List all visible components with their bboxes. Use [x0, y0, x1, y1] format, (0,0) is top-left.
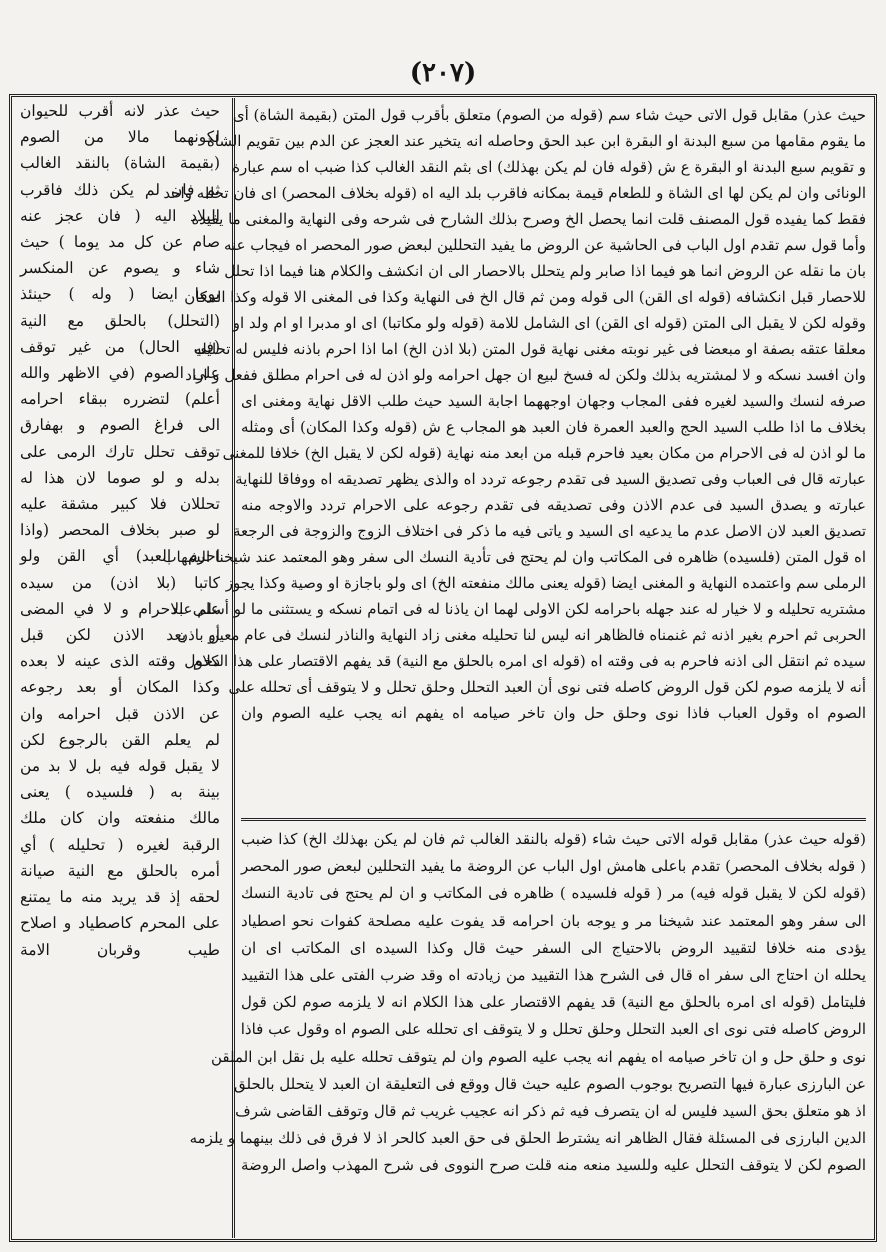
margin-text-line: طيب وقربان الامة: [20, 940, 220, 959]
margin-text-line: شاء و يصوم عن المنكسر: [20, 259, 220, 278]
gloss-text-line: (قوله لكن لا يقبل قوله فيه) مر ( قوله فلسيده ) ظاهره فى المكاتب و ان لم يحتج فى تادية النسك: [241, 884, 866, 903]
margin-text-line: البلاد اليه ( فان عجز عنه: [20, 206, 220, 225]
margin-text-line: أمره بالحلق مع النية صيانة: [20, 861, 220, 880]
commentary-text-line: بان ما نقله عن الروض انما هو فيما اذا صابر ولم يتحلل بالاحصار الى ان انكشف والكلام هنا فيما اذا تحلل: [224, 262, 866, 280]
commentary-text-line: عبارته و يصدق السيد فى عدم الاذن وفى تصديقه فى تقدم رجوعه على الاحرام تردد والاوجه منه: [241, 496, 866, 514]
commentary-text-line: أنه لا يلزمه صوم لكن قول الروض كاصله فتى نوى أن العبد التحلل وحلق تحلل و لا يتوقف أى تحلله على: [228, 678, 866, 696]
commentary-text-line: للاحصار قبل انكشافه (قوله اى القن) الى قوله ومن ثم قال الخ فى النهاية وكذا فى المغنى الا قوله وكذا المكان: [184, 288, 866, 306]
gloss-text-line: يؤدى منه خلافا لتقييد الروض بالاحتياج الى السفر حيث قال وكذا السيده اى المكاتب اى ان: [241, 938, 866, 957]
gloss-text-line: يحلله ان احتاج الى سفر اه قال فى الشرح هذا التقييد من زيادته اه وقد ضرب الفتى على هذا التقييد: [241, 966, 866, 985]
commentary-text-line: ما لو اذن له فى الاحرام من مكان بعيد فاحرم قبله من ابعد منه نهاية (قوله لكن لا يقبل الخ) خلافا للمغنى: [222, 444, 866, 462]
margin-text-line: عن الاذن قبل احرامه وان: [20, 704, 220, 723]
margin-text-line: يوما ايضا ( وله ) حينئذ: [20, 285, 220, 304]
gloss-text-line: (قوله حيث عذر) مقابل قوله الاتى حيث شاء (قوله بالنقد الغالب ثم فان لم يكن بهذلك الخ) كذا ضبب: [241, 830, 866, 848]
margin-text-line: لا يقبل قوله فيه بل لا بد من: [20, 757, 220, 776]
margin-text-line: الى فراغ الصوم و بهفارق: [20, 416, 220, 435]
margin-text-line: لكونهما مالا من الصوم: [20, 128, 220, 147]
commentary-text-line: معلقا عتقه بصفة او مبعضا فى غير نوبته مغنى نهاية قول المتن (بلا اذن الخ) اما اذا احرم باذنه فليس له تحليله: [194, 340, 866, 358]
margin-text-line: (في الحال) من غير توقف: [20, 337, 220, 356]
commentary-text-line: سيده ثم انتقل الى اذنه فاحرم به فى وقته اه (قوله اى امره بالحلق مع النية) قد يفهم الاقتصار على هذا الكلام: [192, 652, 866, 670]
commentary-text-line: و تقويم سبع البدنة او البقرة ع ش (قوله فان لم يكن بهذلك) اى بثم النقد الغالب كذا ضبب اه سم عبارة: [232, 158, 866, 176]
commentary-text-line: صرفه لنسك والسيد لغيره ففى المجاب وجهان اوجههما اجابة السيد حيث طلب الاقل نهاية ومغنى اى: [241, 392, 866, 410]
commentary-text-line: الرملى سم واعتمده النهاية و المغنى ايضا (قوله يعنى مالك منفعته الخ) اى ولو باجازة او وصية وكذا يجوز: [225, 574, 866, 592]
margin-text-line: دخول وقته الذى عينه لا بعده: [20, 652, 220, 671]
margin-text-line: لو صبر بخلاف المحصر (واذا: [20, 521, 220, 540]
gloss-text-line: نوى و حلق حل و ان تاخر صيامه اه يفهم انه يجب عليه الصوم وان لم يتوقف تحلله عليه بل نقل ابن الملقن: [211, 1047, 866, 1066]
gloss-text-line: الى سفر وهو المعتمد عند شيخنا مر و يوجه بان احرامه قد يفوت عليه مصلحة كفوات نحو اصطياد: [241, 911, 866, 930]
commentary-text-line: مشتريه تحليله و لا خيار له عند جهله باحرامه لكن الاولى لهما ان ياذنا له فى اتمام نسكه و يستثنى ما لو أسلم عبد: [171, 600, 866, 618]
commentary-text-line: حيث عذر) مقابل قول الاتى حيث شاء سم (قوله من الصوم) متعلق بأقرب قول المتن (بقيمة الشاة) أى: [232, 106, 866, 124]
margin-text-line: لحقه إذ قد يريد منه ما يمتنع: [20, 888, 220, 907]
page-number: (٢٠٧): [409, 58, 477, 88]
margin-text-line: على الاحرام و لا في المضى: [20, 599, 220, 618]
margin-text-line: بينة به ( فلسيده ) يعنى: [20, 783, 220, 802]
margin-text-line: أو بعد الاذن لكن قبل: [20, 626, 220, 645]
margin-text-line: (بقيمة الشاة) بالنقد الغالب: [20, 154, 220, 173]
commentary-lower-panel: [189, 826, 866, 1234]
gloss-text-line: عن البارزى عبارة فيها التصريح بوجوب الصوم عليه حيث قال ووقع فى التعليقة ان العبد لا يتحلل بالحلق: [234, 1074, 866, 1093]
commentary-text-line: عبارته قال فى العباب وفى تصديق السيد فى تقدم رجوعه تردد اه والذى يظهر تصديقه اه ووفاقا للنهاية: [235, 470, 866, 488]
margin-text-line: مالك منفعته وان كان ملك: [20, 809, 220, 828]
gloss-text-line: الروض كاصله فتى نوى اى العبد التحلل وحلق تحلل و لا يتوقف اى تحلله على الصوم اه وقول عب فاذا: [240, 1020, 866, 1039]
commentary-text-line: الونائى وان لم يكن لها اى الشاة و للطعام قيمة بمكانه فاقرب بلد اليه اه (قوله بخلاف المحصر) اى فان تحلله واحد: [163, 184, 866, 202]
commentary-text-line: الحربى ثم احرم بغير اذنه ثم غنمناه فالظاهر انه ليس لنا تحليله مغنى زاد النهاية والناذر لنسك فى عام معين باذن: [177, 626, 866, 644]
margin-text-line: بدله و لو صوما لان هذا له: [20, 468, 220, 487]
gloss-text-line: ( قوله بخلاف المحصر) تقدم باعلى هامش اول الباب عن الروضة ما يفيد التحللين لبعض صور المحصر: [241, 857, 866, 876]
commentary-text-line: الصوم اه وقول العباب فاذا نوى وحلق حل وان تاخر صيامه اه يفهم انه يجب عليه الصوم وان: [241, 704, 866, 722]
margin-text-line: أعلم) لتضرره ببقاء احرامه: [20, 390, 220, 409]
commentary-text-line: وقوله لكن لا يقبل الى المتن (قوله اى القن) اى الشامل للامة (قوله ولو مكاتبا) اى او مدبرا او ام ولد او: [232, 314, 866, 332]
margin-text-line: صام عن كل مد يوما ) حيث: [20, 233, 220, 252]
margin-text-line: كاتبا (بلا اذن) من سيده: [20, 573, 220, 592]
margin-text-line: توقف تحلل تارك الرمى على: [20, 442, 220, 461]
commentary-upper-panel: [162, 102, 866, 821]
margin-text-line: حيث عذر لانه أقرب للحيوان: [20, 102, 220, 120]
margin-text-line: (التحلل) بالحلق مع النية: [20, 311, 220, 330]
commentary-text-line: ما يقوم مقامها من سبع البدنة او البقرة ابن عبد الحق وحاصله انه يتخير عند العجز عن الدم بين تقويم الشاة: [206, 132, 866, 150]
margin-text-line: احرم العبد) أي القن ولو: [20, 547, 220, 566]
margin-text-line: لم يعلم القن بالرجوع لكن: [20, 730, 220, 749]
main-column: [162, 98, 872, 1238]
margin-text-line: تحللان فلا كبير مشقة عليه: [20, 495, 220, 514]
commentary-text-line: وان افسد نسكه و لا لمشتريه بذلك ولكن له فسخ لبيع ان جهل احرامه ولو اذن له فى احرام مطلق ففعل و اراد: [185, 366, 866, 384]
gloss-text-line: الدين البارزى فى المسئلة فقال الظاهر انه يشترط الحلق فى حق العبد كالحر اذ لا فرق فى ذلك بينهما و يلزمه: [189, 1129, 866, 1148]
commentary-text-line: وأما قول سم تقدم اول الباب فى الحاشية عن الروض ما يفيد التحللين لبعض صور المحصر اه فيجاب عنه: [224, 236, 866, 254]
commentary-text-line: فقط كما يفيده قول المصنف قلت انما يحصل الخ وصرح بذلك الشارح فى شرحه وفى النهاية والمغنى ما يفيده: [191, 210, 866, 228]
gloss-text-line: الصوم لكن لا يتوقف التحلل عليه وللسيد منعه منه قلت صرح النووى فى شرح المهذب واصل الروضة: [241, 1156, 866, 1175]
margin-text-line: وكذا المكان أو بعد رجوعه: [20, 678, 220, 697]
commentary-text-line: اه قول المتن (فلسيده) ظاهره فى المكاتب وان لم يحتج فى تأدية النسك الى سفر وهو المعتمد عند شيخنا الشهاب: [162, 548, 866, 566]
gloss-text-line: فليتامل (قوله اى امره بالحلق مع النية) قد يفهم الاقتصار على هذا الكلام انه لا يلزمه صوم لكن قول: [241, 993, 866, 1012]
commentary-text-line: بخلاف ما اذا طلب السيد الحج والعبد العمرة فان العبد هو المجاب ع ش (قوله وكذا المكان) أى ومثله: [241, 418, 866, 436]
margin-text-line: على الصوم (في الاظهر والله: [20, 364, 220, 383]
commentary-text-line: تصديق العبد لان الاصل عدم ما يدعيه اى السيد و ياتى فيه ما ذكر فى اختلاف الزوج والزوجة فى الرجعة: [232, 522, 866, 540]
gloss-text-line: اذ هو متعلق بحق السيد فليس له ان يتصرف فيه ثم ذكر انه عجيب غريب ثم قال وتوقف القاضى شرف: [235, 1102, 866, 1121]
margin-text-line: على المحرم كاصطياد و اصلاح: [20, 914, 220, 933]
margin-text-line: الرقبة لغيره ( تحليله ) أي: [20, 835, 220, 854]
margin-text-line: ثم فان لم يكن ذلك فاقرب: [20, 180, 220, 199]
